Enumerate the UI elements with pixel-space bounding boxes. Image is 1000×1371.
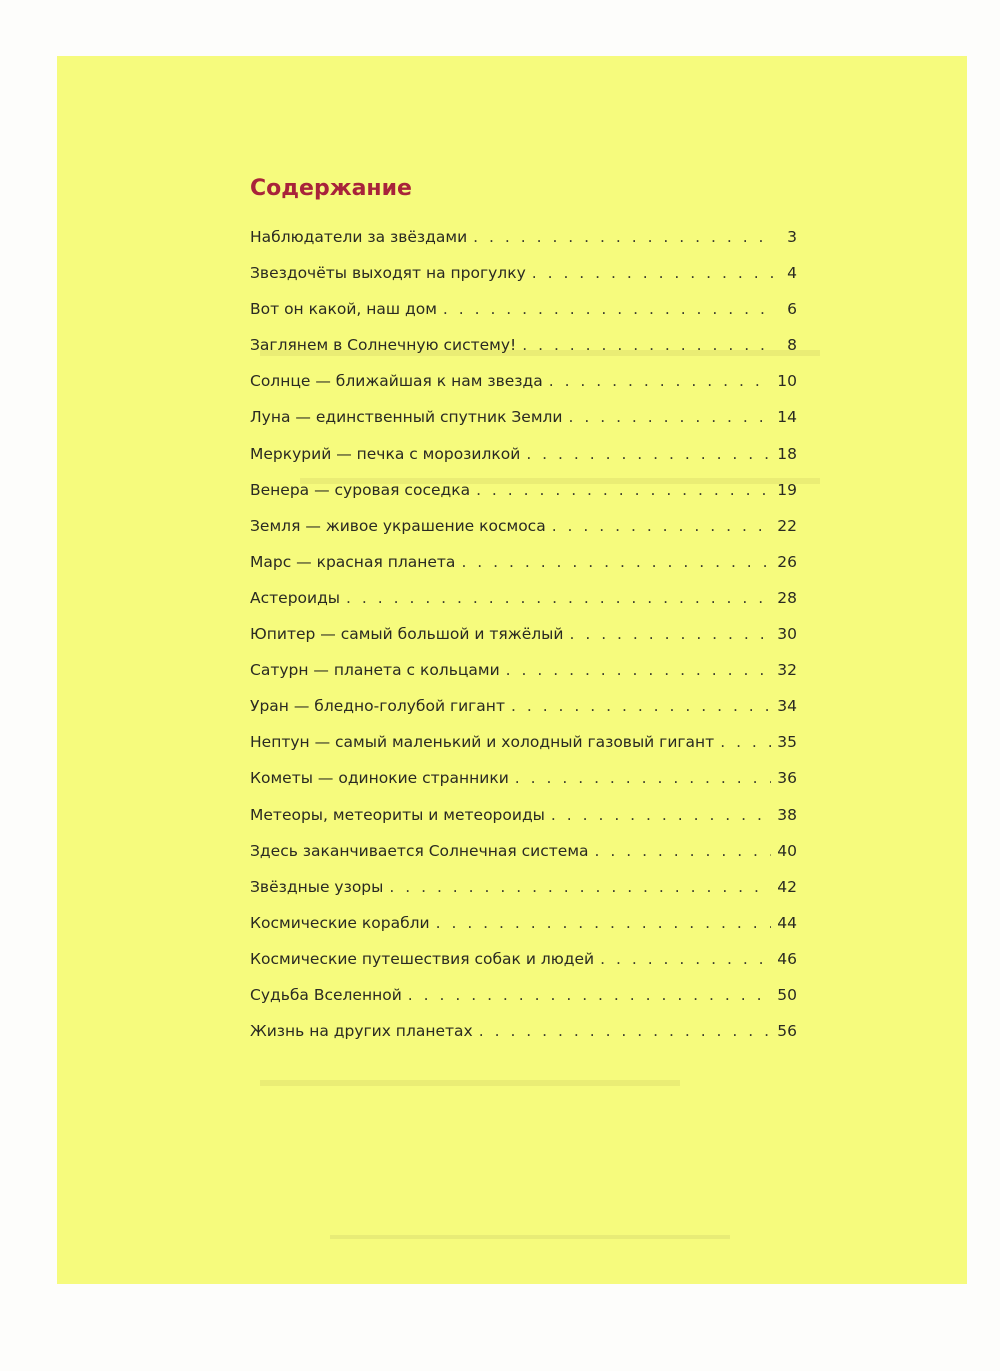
dot-leader [551, 806, 771, 824]
toc-entry [250, 806, 797, 842]
toc-entry-page-number: 42 [777, 877, 797, 896]
toc-entry-title: Метеоры, метеориты и метеороиды [250, 805, 545, 824]
dot-leader [600, 950, 771, 968]
toc-entry-title: Земля — живое украшение космоса [250, 516, 546, 535]
toc-entry [250, 842, 797, 878]
toc-entry-title: Сатурн — планета с кольцами [250, 661, 500, 680]
dot-leader [526, 445, 771, 463]
toc-entry-page-number: 36 [777, 769, 797, 788]
toc-entry-title: Здесь заканчивается Солнечная система [250, 841, 589, 860]
dot-leader [532, 264, 773, 282]
toc-entry-title: Юпитер — самый большой и тяжёлый [250, 625, 564, 644]
toc-entry [250, 553, 797, 589]
toc-entry-page-number: 26 [777, 552, 797, 571]
toc-entry [250, 950, 797, 986]
toc-entry [250, 625, 797, 661]
dot-leader [408, 986, 771, 1004]
toc-entry [250, 914, 797, 950]
toc-entry-title: Космические путешествия собак и людей [250, 949, 595, 968]
toc-entry-title: Венера — суровая соседка [250, 480, 471, 499]
toc-entry [250, 228, 797, 264]
toc-entry-title: Космические корабли [250, 913, 430, 932]
dot-leader [720, 733, 771, 751]
toc-entry-page-number: 28 [777, 588, 797, 607]
toc-entry-page-number: 56 [777, 1022, 797, 1041]
toc-entry-page-number: 34 [777, 697, 797, 716]
dot-leader [436, 914, 772, 932]
dot-leader [476, 481, 771, 499]
toc-entry-page-number: 46 [777, 949, 797, 968]
toc-entry [250, 264, 797, 300]
toc-entry [250, 336, 797, 372]
contents-list [250, 228, 797, 1058]
toc-entry [250, 408, 797, 444]
toc-entry [250, 481, 797, 517]
toc-entry-title: Звездочёты выходят на прогулку [250, 264, 526, 283]
toc-entry-page-number: 4 [787, 264, 797, 283]
toc-entry-page-number: 10 [777, 372, 797, 391]
toc-entry-page-number: 3 [787, 228, 797, 246]
toc-entry-title: Солнце — ближайшая к нам звезда [250, 372, 543, 391]
toc-entry-page-number: 40 [777, 841, 797, 860]
toc-entry-title: Астероиды [250, 588, 341, 607]
toc-entry [250, 697, 797, 733]
dot-leader [522, 336, 773, 354]
toc-entry [250, 589, 797, 625]
dot-leader [515, 769, 771, 787]
toc-entry-title: Нептун — самый маленький и холодный газовый гигант [250, 733, 715, 752]
toc-entry [250, 878, 797, 914]
dot-leader [346, 589, 771, 607]
toc-entry-page-number: 50 [777, 985, 797, 1004]
dot-leader [569, 408, 772, 426]
toc-entry-title: Луна — единственный спутник Земли [250, 408, 563, 427]
toc-entry-page-number: 19 [777, 480, 797, 499]
toc-entry-page-number: 14 [777, 408, 797, 427]
toc-entry-page-number: 6 [787, 300, 797, 319]
toc-entry [250, 300, 797, 336]
toc-entry-title: Заглянем в Солнечную систему! [250, 336, 517, 355]
toc-entry-page-number: 30 [777, 625, 797, 644]
dot-leader [506, 661, 772, 679]
dot-leader [443, 300, 773, 318]
toc-entry-page-number: 18 [777, 444, 797, 463]
dot-leader [479, 1022, 772, 1040]
dot-leader [389, 878, 771, 896]
toc-entry-title: Наблюдатели за звёздами [250, 228, 468, 246]
dot-leader [569, 625, 771, 643]
toc-entry-page-number: 8 [787, 336, 797, 355]
dot-leader [461, 553, 771, 571]
show-through-line [330, 1235, 730, 1239]
contents-title: Содержание [250, 176, 412, 201]
dot-leader [552, 517, 772, 535]
toc-entry-page-number: 22 [777, 516, 797, 535]
toc-entry-title: Меркурий — печка с морозилкой [250, 444, 521, 463]
toc-entry [250, 372, 797, 408]
dot-leader [595, 842, 772, 860]
toc-entry-page-number: 35 [777, 733, 797, 752]
show-through-line [260, 1080, 680, 1086]
toc-entry-title: Судьба Вселенной [250, 985, 402, 1004]
toc-entry-page-number: 32 [777, 661, 797, 680]
toc-entry [250, 1022, 797, 1058]
toc-entry [250, 445, 797, 481]
toc-entry-page-number: 38 [777, 805, 797, 824]
toc-entry-title: Марс — красная планета [250, 552, 456, 571]
toc-entry [250, 769, 797, 805]
dot-leader [549, 372, 772, 390]
toc-entry-title: Уран — бледно-голубой гигант [250, 697, 505, 716]
toc-entry-page-number: 44 [777, 913, 797, 932]
toc-entry-title: Вот он какой, наш дом [250, 300, 437, 319]
toc-entry-title: Звёздные узоры [250, 877, 384, 896]
dot-leader [473, 228, 773, 246]
toc-entry [250, 733, 797, 769]
dot-leader [511, 697, 771, 715]
toc-entry-title: Кометы — одинокие странники [250, 769, 509, 788]
toc-entry-title: Жизнь на других планетах [250, 1022, 473, 1041]
toc-entry [250, 517, 797, 553]
toc-entry [250, 661, 797, 697]
toc-entry [250, 986, 797, 1022]
